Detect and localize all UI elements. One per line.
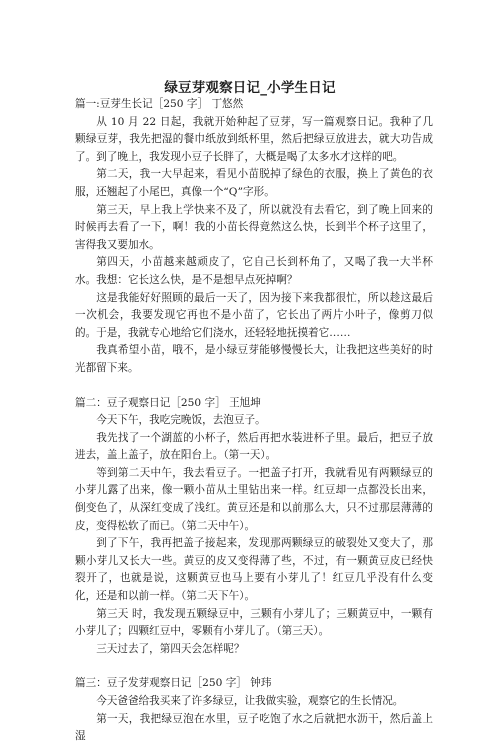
paragraph: 第三天，早上我上学快来不及了，所以就没有去看它，到了晚上回来的时候再去看了一下，啊！我的小苗长得竟然这么快，长到半个杯子这里了，害得我又要加水。 [75, 203, 433, 251]
paragraph: 第二天，我一大早起来，看见小苗脱掉了绿色的衣服，换上了黄色的衣服，还翘起了小尾巴，真像一个“Q”字形。 [75, 168, 433, 198]
section-spacer [75, 658, 433, 675]
paragraph: 从 10 月 22 日起，我就开始种起了豆芽，写一篇观察日记。我种了几颗绿豆芽，我先把湿的餐巾纸放到纸杯里，然后把绿豆放进去，就大功告成了。到了晚上，我发现小豆子长胖了，大概是喝了太多水才这样的吧。 [75, 115, 433, 163]
section-spacer [75, 378, 433, 395]
paragraph: 这是我能好好照顾的最后一天了，因为接下来我都很忙，所以趁这最后一次机会，我要发现它再也不是小苗了，它长出了两片小叶子，像剪刀似的。于是，我就专心地给它们浇水，还轻轻地抚摸着它…… [75, 291, 433, 339]
paragraph: 到了下午，我再把盖子接起来，发现那两颗绿豆的破裂处又变大了，那颗小芽儿又长大一些。黄豆的皮又变得薄了些，不过，有一颗黄豆皮已经快裂开了，也就是说，这颗黄豆也马上要有小芽儿了！红豆几乎没有什么变化，还是和以前一样。（第二天下午）。 [75, 537, 433, 603]
diary-section-3 [75, 675, 433, 745]
paragraph: 今天爸爸给我买来了许多绿豆，让我做实验，观察它的生长情况。 [96, 695, 404, 707]
paragraph: 第四天，小苗越来越顽皮了，它自己长到杯角了，又喝了我一大半杯水。我想：它长这么快，是不是想早点死掉啊？ [75, 256, 433, 286]
paragraph: 今天下午，我吃完晚饭，去泡豆子。 [96, 414, 266, 427]
paragraph: 我真希望小苗，哦不，是小绿豆芽能够慢慢长大，让我把这些美好的时光都留下来。 [75, 344, 433, 374]
document-title: 绿豆芽观察日记_小学生日记 [164, 80, 336, 96]
section-heading: 篇一:豆芽生长记［250 字］ 丁悠然 [75, 98, 244, 110]
paragraph: 等到第二天中午，我去看豆子。一把盖子打开，我就看见有两颗绿豆的小芽儿露了出来，像一颗小苗从土里钻出来一样。红豆却一点都没长出来，倒变色了，从深红变成了浅红。黄豆还是和以前那么大，只不过那层薄薄的皮，变得松软了而已。（第二天中午）。 [75, 466, 433, 532]
section-heading: 篇三：豆子发芽观察日记［250 字］ 钟玮 [75, 677, 272, 690]
paragraph: 第三天 时，我发现五颗绿豆中，三颗有小芽儿了；三颗黄豆中，一颗有小芽儿了；四颗红豆中，零颗有小芽儿了。（第三天）。 [75, 607, 433, 638]
paragraph: 第一天，我把绿豆泡在水里，豆子吃饱了水之后就把水沥干，然后盖上湿 [75, 712, 433, 743]
paragraph: 三天过去了，第四天会怎样呢？ [96, 642, 245, 655]
diary-section-2 [75, 395, 433, 659]
paragraph: 我先找了一个湖蓝的小杯子，然后再把水装进杯子里。最后，把豆子放进去，盖上盖子，放在阳台上。（第一天）。 [75, 431, 433, 462]
diary-section-1 [75, 96, 433, 378]
document-body [75, 96, 433, 746]
section-heading: 篇二：豆子观察日记［250 字］ 王旭坤 [75, 396, 261, 409]
